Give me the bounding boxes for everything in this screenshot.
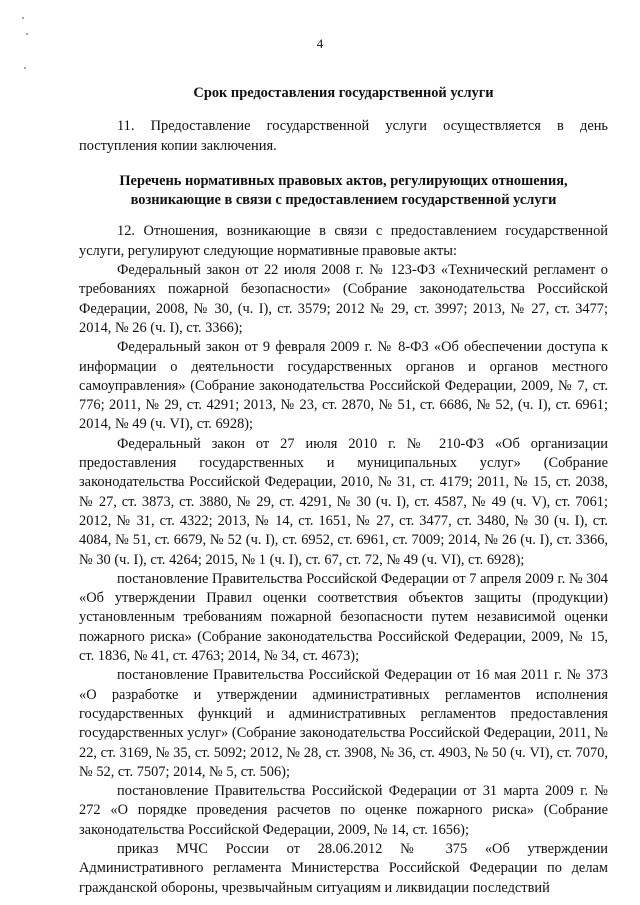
section-title-service-term: Срок предоставления государственной услуги bbox=[193, 85, 494, 101]
page-number: 4 bbox=[316, 36, 324, 51]
legal-act-item: постановление Правительства Российской Федерации от 7 апреля 2009 г. № 304 «Об утверждении Правил оценки соответствия объектов защиты (продукции) установленным требованиям пожарной безопасности путем независимой оценки пожарного риска» (Собрание законодательства Российской Федерации, 2009, № 15, ст. 1836, № 41, ст. 4763; 2014, № 34, ст. 4673); bbox=[79, 570, 608, 665]
scan-speck bbox=[22, 17, 24, 19]
legal-act-item: приказ МЧС России от 28.06.2012 № 375 «Об утверждении Административного регламента Министерства Российской Федерации по делам гражданской обороны, чрезвычайным ситуациям и ликвидации последствий bbox=[79, 840, 608, 896]
legal-act-item: Федеральный закон от 9 февраля 2009 г. № 8-ФЗ «Об обеспечении доступа к информации о деятельности государственных органов и органов местного самоуправления» (Собрание законодательства Российской Федерации, 2009, № 7, ст. 776; 2011, № 29, ст. 4291; 2013, № 23, ст. 2870, № 51, ст. 6686, № 52, (ч. I), ст. 6961; 2014, № 49 (ч. VI), ст. 6928); bbox=[79, 339, 608, 433]
scan-speck bbox=[24, 67, 26, 69]
section-title-legal-acts: Перечень нормативных правовых актов, регулирующих отношения, возникающие в связи с предоставлением государственной услуги bbox=[119, 172, 568, 209]
legal-act-item: постановление Правительства Российской Федерации от 31 марта 2009 г. № 272 «О порядке проведения расчетов по оценке пожарного риска» (Собрание законодательства Российской Федерации, 2009, № 14, ст. 1656); bbox=[79, 783, 608, 838]
legal-act-item: Федеральный закон от 27 июля 2010 г. № 210-ФЗ «Об организации предоставления государственных и муниципальных услуг» (Собрание законодательства Российской Федерации, 2010, № 31, ст. 4179; 2011, № 15, ст. 2038, № 27, ст. 3873, ст. 3880, № 29, ст. 4291, № 30 (ч. I), ст. 4587, № 49 (ч. V), ст. 7061; 2012, № 31, ст. 4322; 2013, № 14, ст. 1651, № 27, ст. 3477, ст. 3480, № 30 (ч. I), ст. 4084, № 51, ст. 6679, № 52 (ч. I), ст. 6952, ст. 6961, ст. 7009; 2014, № 26 (ч. I), ст. 3366, № 30 (ч. I), ст. 4264; 2015, № 1 (ч. I), ст. 67, ст. 72, № 49 (ч. VI), ст. 6928); bbox=[79, 435, 608, 568]
scan-speck bbox=[26, 33, 28, 35]
legal-act-item: Федеральный закон от 22 июля 2008 г. № 123-ФЗ «Технический регламент о требованиях пожарной безопасности» (Собрание законодательства Российской Федерации, 2008, № 30, (ч. I), ст. 3579; 2012 № 29, ст. 3997; 2013, № 27, ст. 3477; 2014, № 26 (ч. I), ст. 3366); bbox=[79, 262, 608, 336]
legal-act-item: постановление Правительства Российской Федерации от 16 мая 2011 г. № 373 «О разработке и утверждении административных регламентов исполнения государственных функций и административных регламентов предоставления государственных услуг» (Собрание законодательства Российской Федерации, 2011, № 22, ст. 3169, № 35, ст. 5092; 2012, № 28, ст. 3908, № 36, ст. 4903, № 50 (ч. VI), ст. 7070, № 52, ст. 7507; 2014, № 5, ст. 506); bbox=[79, 667, 608, 780]
paragraph-12: 12. Отношения, возникающие в связи с предоставлением государственной услуги, регулируют следующие нормативные правовые акты: bbox=[79, 223, 608, 259]
paragraph-11: 11. Предоставление государственной услуги осуществляется в день поступления копии заключения. bbox=[79, 118, 608, 154]
document-body bbox=[79, 84, 608, 898]
